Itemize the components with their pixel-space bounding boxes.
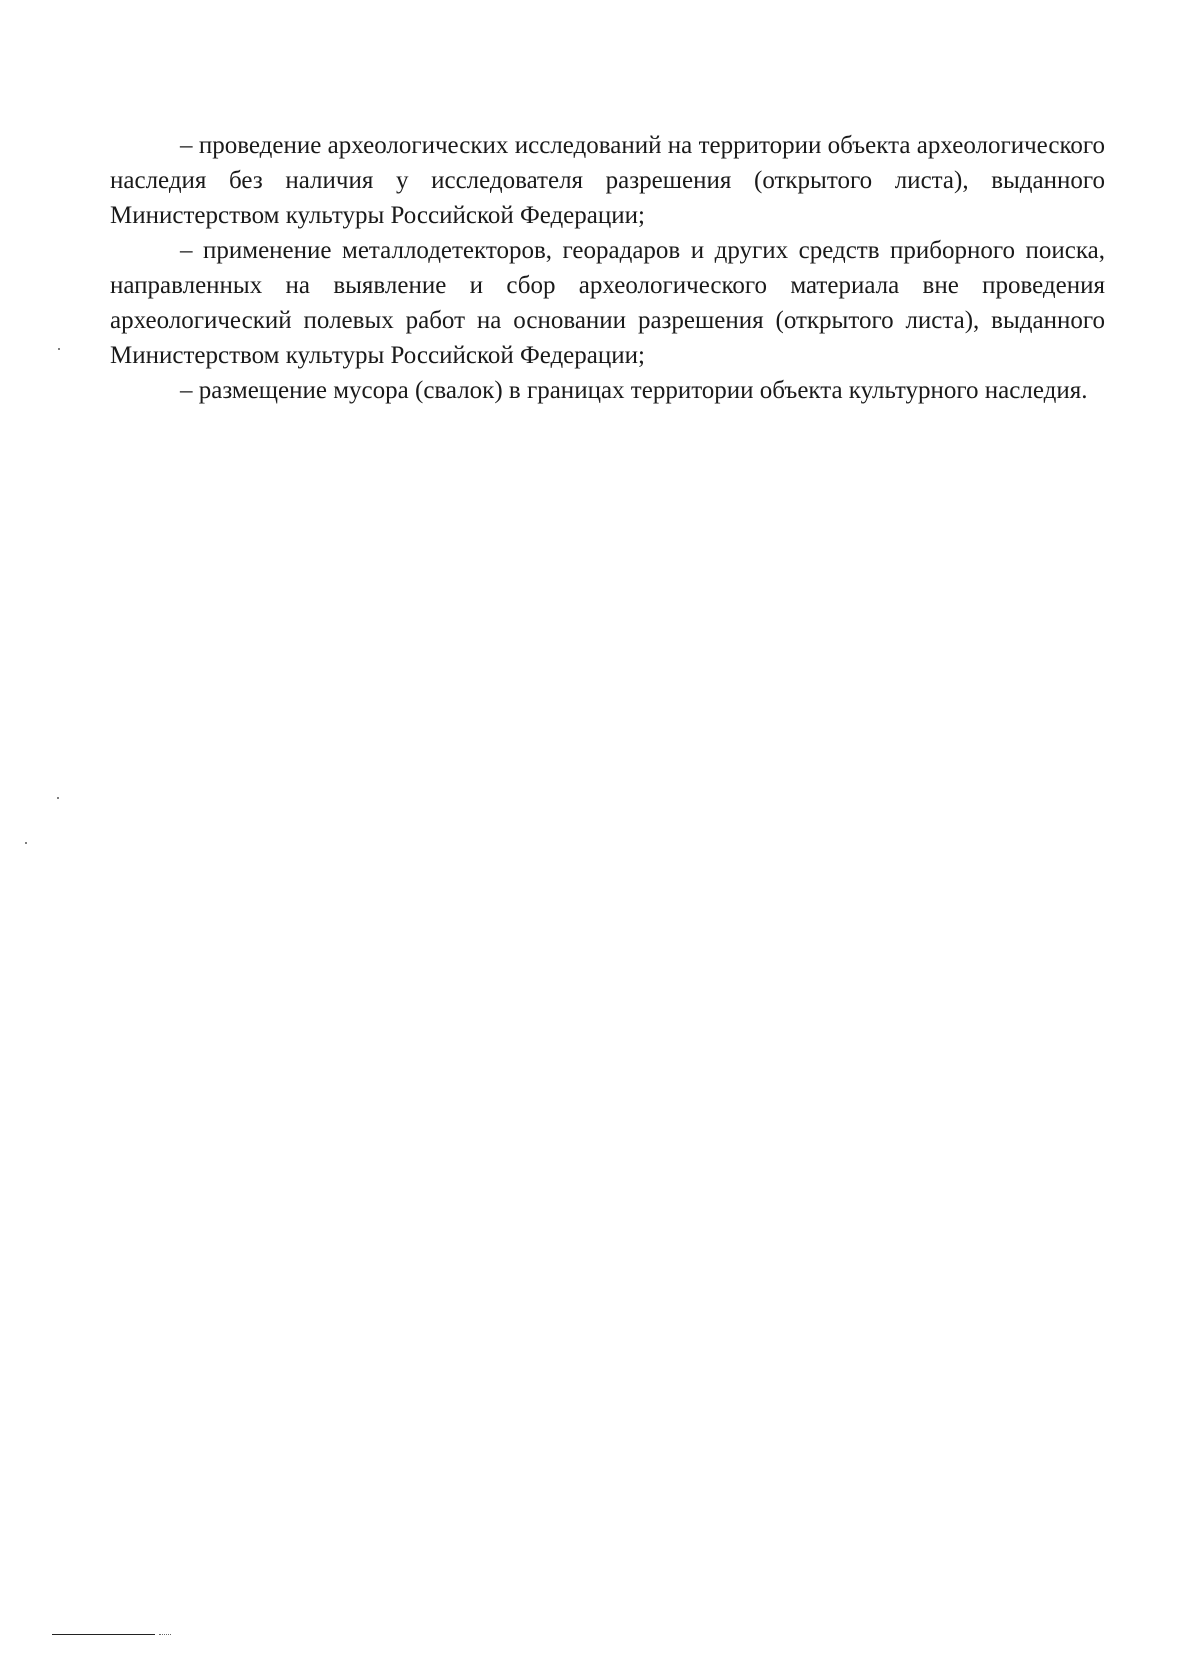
scan-speck: [58, 348, 60, 350]
scan-speck: [25, 842, 27, 844]
list-item-garbage-placement: – размещение мусора (свалок) в границах территории объекта культурного наследия.: [180, 377, 1088, 404]
scan-speck: [57, 797, 59, 799]
document-body: [110, 128, 1105, 408]
list-item-metal-detectors: – применение металлодетекторов, георадаров и других средств приборного поиска, направленных на выявление и сбор археологического материала вне проведения археологический полевых работ на основании разрешения (открытого листа), выданного Министерством культуры Российской Федерации;: [110, 237, 1105, 369]
scan-edge-dots: [159, 1634, 171, 1636]
scan-edge-line: [52, 1634, 155, 1635]
list-item-archaeological-research: – проведение археологических исследований на территории объекта археологического наследия без наличия у исследователя разрешения (открытого листа), выданного Министерством культуры Российской Федерации;: [110, 132, 1105, 229]
